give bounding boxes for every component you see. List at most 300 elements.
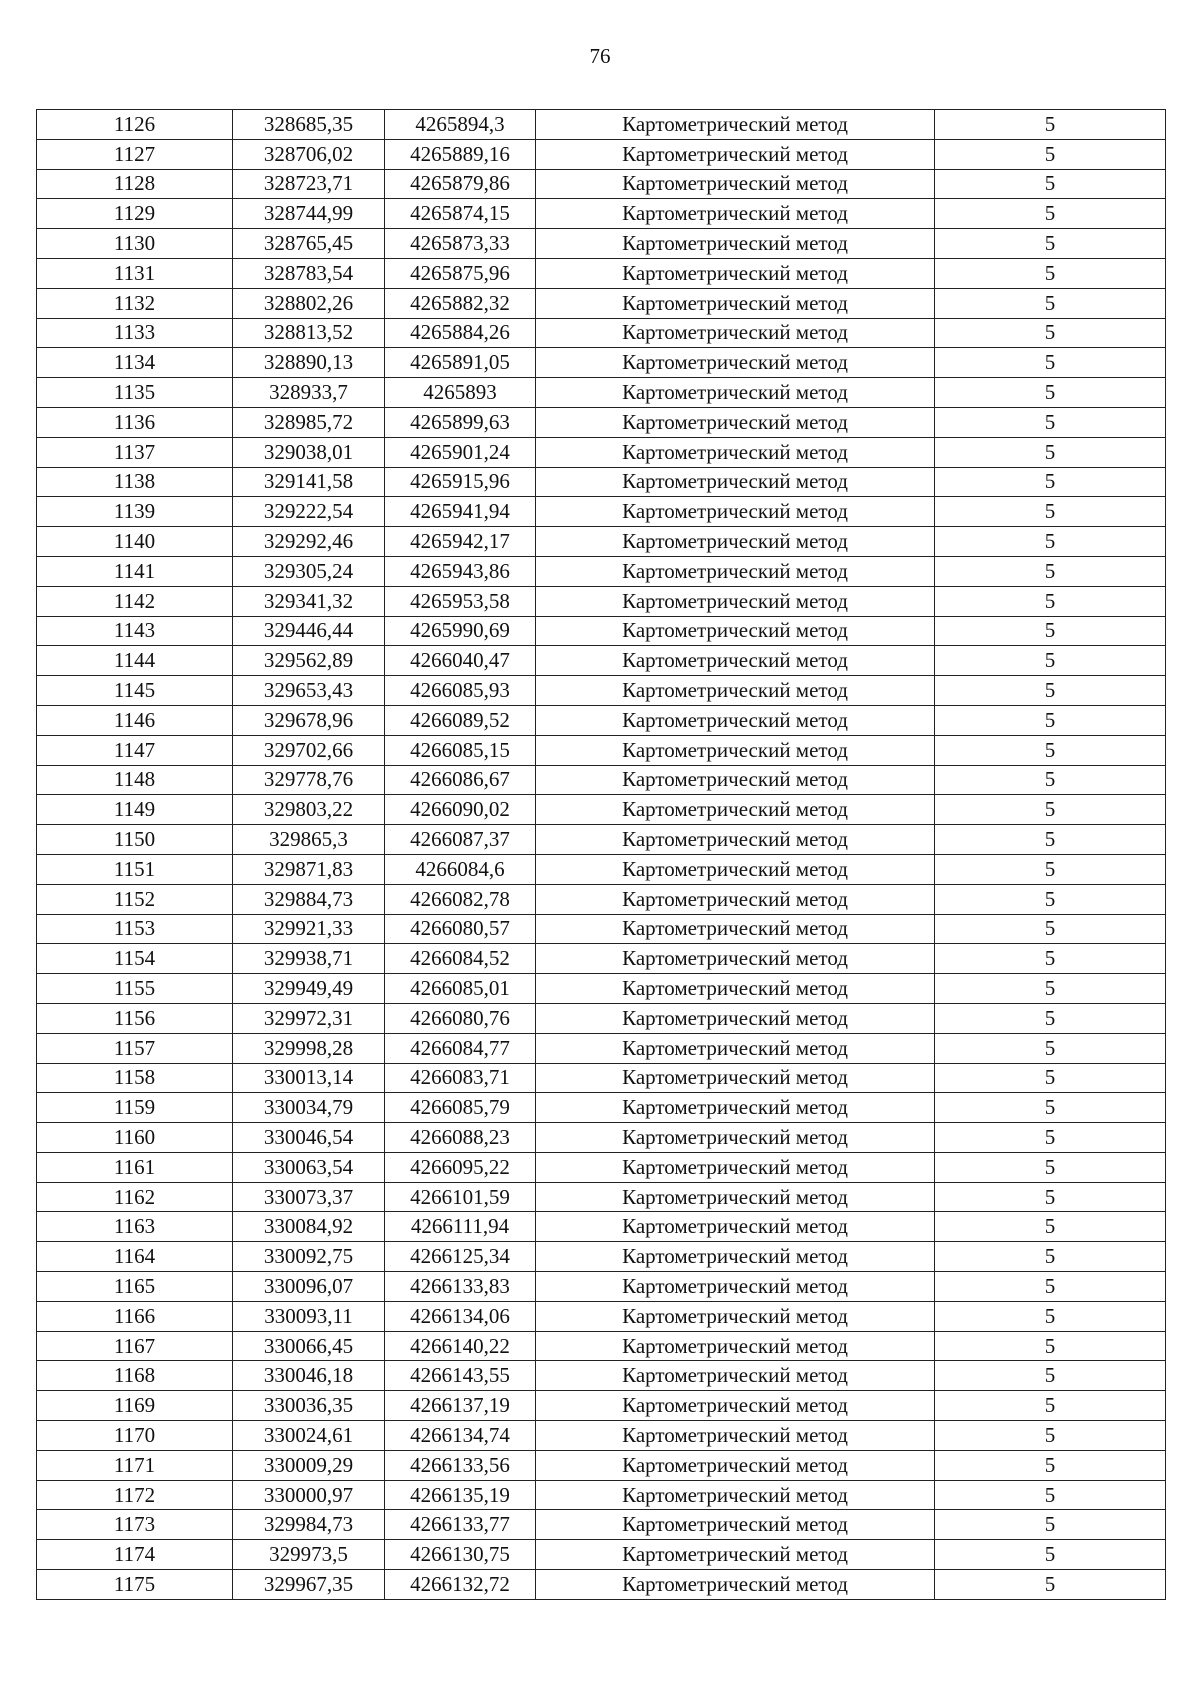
- accuracy-cell: 5: [935, 288, 1166, 318]
- accuracy-cell: 5: [935, 1033, 1166, 1063]
- accuracy-cell: 5: [935, 1003, 1166, 1033]
- table-row: [37, 1391, 1166, 1421]
- x-coordinate-cell: 328985,72: [233, 407, 385, 437]
- accuracy-cell: 5: [935, 646, 1166, 676]
- y-coordinate-cell: 4265953,58: [385, 586, 536, 616]
- point-number-cell: 1159: [37, 1093, 233, 1123]
- x-coordinate-cell: 329803,22: [233, 795, 385, 825]
- point-number-cell: 1137: [37, 437, 233, 467]
- point-number-cell: 1175: [37, 1570, 233, 1600]
- y-coordinate-cell: 4265875,96: [385, 258, 536, 288]
- point-number-cell: 1156: [37, 1003, 233, 1033]
- method-cell: Картометрический метод: [536, 199, 935, 229]
- accuracy-cell: 5: [935, 1540, 1166, 1570]
- x-coordinate-cell: 330066,45: [233, 1331, 385, 1361]
- table-row: [37, 854, 1166, 884]
- accuracy-cell: 5: [935, 139, 1166, 169]
- accuracy-cell: 5: [935, 556, 1166, 586]
- y-coordinate-cell: 4266080,76: [385, 1003, 536, 1033]
- y-coordinate-cell: 4265882,32: [385, 288, 536, 318]
- x-coordinate-cell: 328685,35: [233, 110, 385, 140]
- x-coordinate-cell: 329653,43: [233, 676, 385, 706]
- accuracy-cell: 5: [935, 229, 1166, 259]
- page-number: 76: [589, 44, 611, 68]
- x-coordinate-cell: 330084,92: [233, 1212, 385, 1242]
- point-number-cell: 1169: [37, 1391, 233, 1421]
- x-coordinate-cell: 328933,7: [233, 378, 385, 408]
- point-number-cell: 1160: [37, 1123, 233, 1153]
- y-coordinate-cell: 4265891,05: [385, 348, 536, 378]
- accuracy-cell: 5: [935, 199, 1166, 229]
- accuracy-cell: 5: [935, 944, 1166, 974]
- method-cell: Картометрический метод: [536, 229, 935, 259]
- y-coordinate-cell: 4266085,01: [385, 974, 536, 1004]
- y-coordinate-cell: 4266084,52: [385, 944, 536, 974]
- y-coordinate-cell: 4266095,22: [385, 1152, 536, 1182]
- accuracy-cell: 5: [935, 1123, 1166, 1153]
- accuracy-cell: 5: [935, 1063, 1166, 1093]
- accuracy-cell: 5: [935, 1391, 1166, 1421]
- y-coordinate-cell: 4266085,15: [385, 735, 536, 765]
- table-row: [37, 1272, 1166, 1302]
- accuracy-cell: 5: [935, 1361, 1166, 1391]
- y-coordinate-cell: 4266089,52: [385, 705, 536, 735]
- point-number-cell: 1157: [37, 1033, 233, 1063]
- accuracy-cell: 5: [935, 1212, 1166, 1242]
- table-row: [37, 765, 1166, 795]
- point-number-cell: 1149: [37, 795, 233, 825]
- table-row: [37, 705, 1166, 735]
- accuracy-cell: 5: [935, 616, 1166, 646]
- method-cell: Картометрический метод: [536, 1182, 935, 1212]
- y-coordinate-cell: 4266085,79: [385, 1093, 536, 1123]
- y-coordinate-cell: 4266134,74: [385, 1421, 536, 1451]
- point-number-cell: 1145: [37, 676, 233, 706]
- method-cell: Картометрический метод: [536, 1421, 935, 1451]
- table-row: [37, 1033, 1166, 1063]
- accuracy-cell: 5: [935, 586, 1166, 616]
- y-coordinate-cell: 4266135,19: [385, 1480, 536, 1510]
- method-cell: Картометрический метод: [536, 407, 935, 437]
- point-number-cell: 1152: [37, 884, 233, 914]
- table-row: [37, 676, 1166, 706]
- method-cell: Картометрический метод: [536, 1123, 935, 1153]
- x-coordinate-cell: 329884,73: [233, 884, 385, 914]
- point-number-cell: 1139: [37, 497, 233, 527]
- method-cell: Картометрический метод: [536, 527, 935, 557]
- y-coordinate-cell: 4266137,19: [385, 1391, 536, 1421]
- method-cell: Картометрический метод: [536, 1033, 935, 1063]
- method-cell: Картометрический метод: [536, 497, 935, 527]
- accuracy-cell: 5: [935, 1421, 1166, 1451]
- x-coordinate-cell: 330036,35: [233, 1391, 385, 1421]
- point-number-cell: 1161: [37, 1152, 233, 1182]
- table-row: [37, 1123, 1166, 1153]
- y-coordinate-cell: 4265990,69: [385, 616, 536, 646]
- x-coordinate-cell: 329972,31: [233, 1003, 385, 1033]
- table-row: [37, 110, 1166, 140]
- method-cell: Картометрический метод: [536, 1003, 935, 1033]
- accuracy-cell: 5: [935, 318, 1166, 348]
- table-row: [37, 1212, 1166, 1242]
- point-number-cell: 1171: [37, 1450, 233, 1480]
- table-row: [37, 348, 1166, 378]
- method-cell: Картометрический метод: [536, 288, 935, 318]
- point-number-cell: 1174: [37, 1540, 233, 1570]
- x-coordinate-cell: 330046,18: [233, 1361, 385, 1391]
- y-coordinate-cell: 4266080,57: [385, 914, 536, 944]
- point-number-cell: 1170: [37, 1421, 233, 1451]
- accuracy-cell: 5: [935, 914, 1166, 944]
- y-coordinate-cell: 4266132,72: [385, 1570, 536, 1600]
- method-cell: Картометрический метод: [536, 1212, 935, 1242]
- point-number-cell: 1146: [37, 705, 233, 735]
- accuracy-cell: 5: [935, 1242, 1166, 1272]
- point-number-cell: 1164: [37, 1242, 233, 1272]
- y-coordinate-cell: 4266088,23: [385, 1123, 536, 1153]
- point-number-cell: 1141: [37, 556, 233, 586]
- x-coordinate-cell: 329446,44: [233, 616, 385, 646]
- point-number-cell: 1136: [37, 407, 233, 437]
- x-coordinate-cell: 328802,26: [233, 288, 385, 318]
- table-row: [37, 825, 1166, 855]
- table-row: [37, 229, 1166, 259]
- method-cell: Картометрический метод: [536, 110, 935, 140]
- y-coordinate-cell: 4265873,33: [385, 229, 536, 259]
- x-coordinate-cell: 329984,73: [233, 1510, 385, 1540]
- point-number-cell: 1172: [37, 1480, 233, 1510]
- method-cell: Картометрический метод: [536, 616, 935, 646]
- y-coordinate-cell: 4265899,63: [385, 407, 536, 437]
- table-row: [37, 1540, 1166, 1570]
- x-coordinate-cell: 329865,3: [233, 825, 385, 855]
- y-coordinate-cell: 4266082,78: [385, 884, 536, 914]
- method-cell: Картометрический метод: [536, 795, 935, 825]
- accuracy-cell: 5: [935, 705, 1166, 735]
- point-number-cell: 1148: [37, 765, 233, 795]
- method-cell: Картометрический метод: [536, 1480, 935, 1510]
- y-coordinate-cell: 4266111,94: [385, 1212, 536, 1242]
- y-coordinate-cell: 4265893: [385, 378, 536, 408]
- method-cell: Картометрический метод: [536, 735, 935, 765]
- method-cell: Картометрический метод: [536, 854, 935, 884]
- point-number-cell: 1147: [37, 735, 233, 765]
- coordinates-table: [36, 109, 1166, 1600]
- point-number-cell: 1153: [37, 914, 233, 944]
- point-number-cell: 1150: [37, 825, 233, 855]
- table-row: [37, 497, 1166, 527]
- point-number-cell: 1140: [37, 527, 233, 557]
- table-row: [37, 735, 1166, 765]
- x-coordinate-cell: 328890,13: [233, 348, 385, 378]
- method-cell: Картометрический метод: [536, 467, 935, 497]
- x-coordinate-cell: 329222,54: [233, 497, 385, 527]
- x-coordinate-cell: 328706,02: [233, 139, 385, 169]
- point-number-cell: 1154: [37, 944, 233, 974]
- y-coordinate-cell: 4266083,71: [385, 1063, 536, 1093]
- x-coordinate-cell: 330013,14: [233, 1063, 385, 1093]
- x-coordinate-cell: 330046,54: [233, 1123, 385, 1153]
- x-coordinate-cell: 329938,71: [233, 944, 385, 974]
- method-cell: Картометрический метод: [536, 1540, 935, 1570]
- table-row: [37, 407, 1166, 437]
- accuracy-cell: 5: [935, 258, 1166, 288]
- y-coordinate-cell: 4265879,86: [385, 169, 536, 199]
- y-coordinate-cell: 4266130,75: [385, 1540, 536, 1570]
- table-row: [37, 586, 1166, 616]
- x-coordinate-cell: 329949,49: [233, 974, 385, 1004]
- point-number-cell: 1168: [37, 1361, 233, 1391]
- table-row: [37, 318, 1166, 348]
- table-row: [37, 378, 1166, 408]
- x-coordinate-cell: 329678,96: [233, 705, 385, 735]
- point-number-cell: 1127: [37, 139, 233, 169]
- point-number-cell: 1133: [37, 318, 233, 348]
- accuracy-cell: 5: [935, 527, 1166, 557]
- x-coordinate-cell: 328813,52: [233, 318, 385, 348]
- point-number-cell: 1131: [37, 258, 233, 288]
- accuracy-cell: 5: [935, 676, 1166, 706]
- y-coordinate-cell: 4266143,55: [385, 1361, 536, 1391]
- x-coordinate-cell: 328723,71: [233, 169, 385, 199]
- table-row: [37, 1093, 1166, 1123]
- x-coordinate-cell: 330073,37: [233, 1182, 385, 1212]
- table-row: [37, 1570, 1166, 1600]
- x-coordinate-cell: 329871,83: [233, 854, 385, 884]
- point-number-cell: 1163: [37, 1212, 233, 1242]
- y-coordinate-cell: 4266086,67: [385, 765, 536, 795]
- table-row: [37, 884, 1166, 914]
- accuracy-cell: 5: [935, 437, 1166, 467]
- accuracy-cell: 5: [935, 1152, 1166, 1182]
- point-number-cell: 1134: [37, 348, 233, 378]
- point-number-cell: 1151: [37, 854, 233, 884]
- point-number-cell: 1173: [37, 1510, 233, 1540]
- method-cell: Картометрический метод: [536, 378, 935, 408]
- x-coordinate-cell: 329141,58: [233, 467, 385, 497]
- x-coordinate-cell: 330096,07: [233, 1272, 385, 1302]
- table-row: [37, 616, 1166, 646]
- method-cell: Картометрический метод: [536, 1570, 935, 1600]
- accuracy-cell: 5: [935, 1450, 1166, 1480]
- y-coordinate-cell: 4266134,06: [385, 1301, 536, 1331]
- method-cell: Картометрический метод: [536, 1063, 935, 1093]
- method-cell: Картометрический метод: [536, 1301, 935, 1331]
- x-coordinate-cell: 329998,28: [233, 1033, 385, 1063]
- method-cell: Картометрический метод: [536, 1152, 935, 1182]
- x-coordinate-cell: 330009,29: [233, 1450, 385, 1480]
- accuracy-cell: 5: [935, 795, 1166, 825]
- point-number-cell: 1135: [37, 378, 233, 408]
- x-coordinate-cell: 330092,75: [233, 1242, 385, 1272]
- y-coordinate-cell: 4265874,15: [385, 199, 536, 229]
- x-coordinate-cell: 329038,01: [233, 437, 385, 467]
- table-row: [37, 795, 1166, 825]
- method-cell: Картометрический метод: [536, 1272, 935, 1302]
- accuracy-cell: 5: [935, 884, 1166, 914]
- method-cell: Картометрический метод: [536, 705, 935, 735]
- table-row: [37, 1003, 1166, 1033]
- method-cell: Картометрический метод: [536, 1510, 935, 1540]
- table-row: [37, 527, 1166, 557]
- x-coordinate-cell: 329967,35: [233, 1570, 385, 1600]
- point-number-cell: 1130: [37, 229, 233, 259]
- x-coordinate-cell: 329778,76: [233, 765, 385, 795]
- method-cell: Картометрический метод: [536, 914, 935, 944]
- x-coordinate-cell: 328744,99: [233, 199, 385, 229]
- y-coordinate-cell: 4266133,77: [385, 1510, 536, 1540]
- table-row: [37, 1331, 1166, 1361]
- method-cell: Картометрический метод: [536, 437, 935, 467]
- accuracy-cell: 5: [935, 407, 1166, 437]
- accuracy-cell: 5: [935, 1182, 1166, 1212]
- table-row: [37, 199, 1166, 229]
- method-cell: Картометрический метод: [536, 1242, 935, 1272]
- point-number-cell: 1126: [37, 110, 233, 140]
- table-row: [37, 1152, 1166, 1182]
- table-row: [37, 288, 1166, 318]
- y-coordinate-cell: 4266084,77: [385, 1033, 536, 1063]
- table-row: [37, 1182, 1166, 1212]
- accuracy-cell: 5: [935, 1301, 1166, 1331]
- accuracy-cell: 5: [935, 1570, 1166, 1600]
- point-number-cell: 1138: [37, 467, 233, 497]
- method-cell: Картометрический метод: [536, 1093, 935, 1123]
- y-coordinate-cell: 4266085,93: [385, 676, 536, 706]
- x-coordinate-cell: 328765,45: [233, 229, 385, 259]
- accuracy-cell: 5: [935, 1510, 1166, 1540]
- y-coordinate-cell: 4265915,96: [385, 467, 536, 497]
- table-row: [37, 1242, 1166, 1272]
- x-coordinate-cell: 330093,11: [233, 1301, 385, 1331]
- accuracy-cell: 5: [935, 1331, 1166, 1361]
- table-row: [37, 944, 1166, 974]
- y-coordinate-cell: 4265941,94: [385, 497, 536, 527]
- y-coordinate-cell: 4265943,86: [385, 556, 536, 586]
- table-row: [37, 974, 1166, 1004]
- y-coordinate-cell: 4266125,34: [385, 1242, 536, 1272]
- table-row: [37, 1301, 1166, 1331]
- y-coordinate-cell: 4265889,16: [385, 139, 536, 169]
- x-coordinate-cell: 328783,54: [233, 258, 385, 288]
- accuracy-cell: 5: [935, 735, 1166, 765]
- point-number-cell: 1129: [37, 199, 233, 229]
- point-number-cell: 1166: [37, 1301, 233, 1331]
- method-cell: Картометрический метод: [536, 139, 935, 169]
- point-number-cell: 1142: [37, 586, 233, 616]
- accuracy-cell: 5: [935, 348, 1166, 378]
- y-coordinate-cell: 4265894,3: [385, 110, 536, 140]
- x-coordinate-cell: 330063,54: [233, 1152, 385, 1182]
- x-coordinate-cell: 329973,5: [233, 1540, 385, 1570]
- method-cell: Картометрический метод: [536, 765, 935, 795]
- table-row: [37, 1450, 1166, 1480]
- y-coordinate-cell: 4266133,83: [385, 1272, 536, 1302]
- table-row: [37, 1510, 1166, 1540]
- table-row: [37, 914, 1166, 944]
- accuracy-cell: 5: [935, 110, 1166, 140]
- x-coordinate-cell: 330024,61: [233, 1421, 385, 1451]
- table-row: [37, 646, 1166, 676]
- table-row: [37, 1361, 1166, 1391]
- table-body: [37, 110, 1166, 1600]
- accuracy-cell: 5: [935, 169, 1166, 199]
- point-number-cell: 1167: [37, 1331, 233, 1361]
- y-coordinate-cell: 4265901,24: [385, 437, 536, 467]
- x-coordinate-cell: 329702,66: [233, 735, 385, 765]
- table-row: [37, 169, 1166, 199]
- accuracy-cell: 5: [935, 825, 1166, 855]
- point-number-cell: 1155: [37, 974, 233, 1004]
- y-coordinate-cell: 4266101,59: [385, 1182, 536, 1212]
- accuracy-cell: 5: [935, 497, 1166, 527]
- method-cell: Картометрический метод: [536, 944, 935, 974]
- table-row: [37, 1421, 1166, 1451]
- accuracy-cell: 5: [935, 378, 1166, 408]
- y-coordinate-cell: 4265942,17: [385, 527, 536, 557]
- y-coordinate-cell: 4266087,37: [385, 825, 536, 855]
- method-cell: Картометрический метод: [536, 556, 935, 586]
- method-cell: Картометрический метод: [536, 1361, 935, 1391]
- accuracy-cell: 5: [935, 974, 1166, 1004]
- table-row: [37, 258, 1166, 288]
- accuracy-cell: 5: [935, 1272, 1166, 1302]
- point-number-cell: 1132: [37, 288, 233, 318]
- point-number-cell: 1158: [37, 1063, 233, 1093]
- point-number-cell: 1144: [37, 646, 233, 676]
- y-coordinate-cell: 4266040,47: [385, 646, 536, 676]
- method-cell: Картометрический метод: [536, 1391, 935, 1421]
- point-number-cell: 1128: [37, 169, 233, 199]
- accuracy-cell: 5: [935, 1093, 1166, 1123]
- table-row: [37, 1063, 1166, 1093]
- method-cell: Картометрический метод: [536, 974, 935, 1004]
- table-row: [37, 437, 1166, 467]
- x-coordinate-cell: 329341,32: [233, 586, 385, 616]
- table-row: [37, 139, 1166, 169]
- x-coordinate-cell: 329921,33: [233, 914, 385, 944]
- y-coordinate-cell: 4266133,56: [385, 1450, 536, 1480]
- method-cell: Картометрический метод: [536, 1331, 935, 1361]
- x-coordinate-cell: 329562,89: [233, 646, 385, 676]
- method-cell: Картометрический метод: [536, 825, 935, 855]
- y-coordinate-cell: 4266140,22: [385, 1331, 536, 1361]
- x-coordinate-cell: 329305,24: [233, 556, 385, 586]
- accuracy-cell: 5: [935, 854, 1166, 884]
- point-number-cell: 1165: [37, 1272, 233, 1302]
- y-coordinate-cell: 4265884,26: [385, 318, 536, 348]
- method-cell: Картометрический метод: [536, 169, 935, 199]
- method-cell: Картометрический метод: [536, 1450, 935, 1480]
- accuracy-cell: 5: [935, 1480, 1166, 1510]
- x-coordinate-cell: 330034,79: [233, 1093, 385, 1123]
- accuracy-cell: 5: [935, 765, 1166, 795]
- method-cell: Картометрический метод: [536, 884, 935, 914]
- method-cell: Картометрический метод: [536, 318, 935, 348]
- table-row: [37, 556, 1166, 586]
- method-cell: Картометрический метод: [536, 676, 935, 706]
- method-cell: Картометрический метод: [536, 586, 935, 616]
- x-coordinate-cell: 330000,97: [233, 1480, 385, 1510]
- method-cell: Картометрический метод: [536, 348, 935, 378]
- method-cell: Картометрический метод: [536, 646, 935, 676]
- y-coordinate-cell: 4266090,02: [385, 795, 536, 825]
- table-row: [37, 1480, 1166, 1510]
- y-coordinate-cell: 4266084,6: [385, 854, 536, 884]
- method-cell: Картометрический метод: [536, 258, 935, 288]
- accuracy-cell: 5: [935, 467, 1166, 497]
- x-coordinate-cell: 329292,46: [233, 527, 385, 557]
